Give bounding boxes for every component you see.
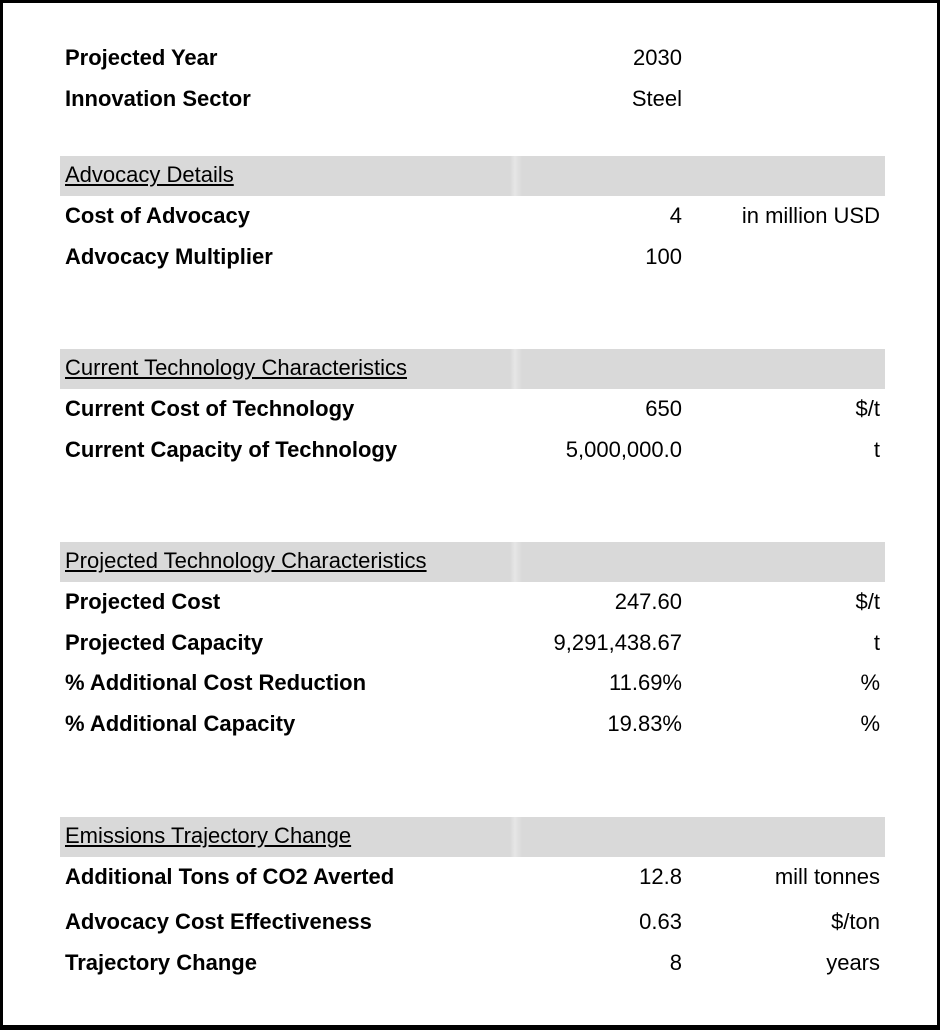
current-capacity-unit: t (873, 437, 880, 462)
row-projected-cost (60, 582, 885, 622)
row-additional-capacity (60, 704, 885, 744)
current-capacity-value[interactable]: 5,000,000.0 (565, 437, 682, 462)
projected-capacity-unit: t (873, 630, 880, 655)
tons-co2-averted-value[interactable]: 12.8 (639, 864, 682, 889)
section-emissions-trajectory (60, 817, 885, 857)
section-divider (510, 542, 522, 582)
tons-co2-averted-label: Additional Tons of CO2 Averted (65, 864, 395, 889)
current-capacity-label: Current Capacity of Technology (65, 437, 398, 462)
section-current-technology (60, 349, 885, 389)
section-divider (510, 156, 522, 196)
row-projected-year (60, 38, 885, 78)
projected-year-value[interactable]: 2030 (633, 45, 682, 70)
innovation-sector-label: Innovation Sector (65, 86, 251, 111)
projected-technology-title: Projected Technology Characteristics (65, 548, 427, 573)
current-cost-label: Current Cost of Technology (65, 396, 355, 421)
trajectory-change-value[interactable]: 8 (669, 950, 682, 975)
advocacy-multiplier-value[interactable]: 100 (645, 244, 682, 269)
advocacy-cost-effectiveness-label: Advocacy Cost Effectiveness (65, 909, 372, 934)
section-divider (510, 817, 522, 857)
row-additional-cost-reduction (60, 663, 885, 703)
current-cost-value[interactable]: 650 (645, 396, 682, 421)
emissions-trajectory-title: Emissions Trajectory Change (65, 823, 352, 848)
section-divider (510, 349, 522, 389)
projected-cost-label: Projected Cost (65, 589, 221, 614)
current-cost-unit: $/t (855, 396, 880, 421)
section-advocacy-details (60, 156, 885, 196)
projected-year-label: Projected Year (65, 45, 218, 70)
current-technology-title: Current Technology Characteristics (65, 355, 407, 380)
advocacy-cost-effectiveness-value[interactable]: 0.63 (639, 909, 682, 934)
additional-capacity-unit: % (860, 711, 880, 736)
row-advocacy-cost-effectiveness (60, 902, 885, 942)
row-trajectory-change (60, 943, 885, 983)
row-current-cost (60, 389, 885, 429)
advocacy-details-title: Advocacy Details (65, 162, 234, 187)
trajectory-change-unit: years (826, 950, 880, 975)
projected-capacity-label: Projected Capacity (65, 630, 264, 655)
trajectory-change-label: Trajectory Change (65, 950, 257, 975)
projected-cost-unit: $/t (855, 589, 880, 614)
projected-cost-value[interactable]: 247.60 (614, 589, 682, 614)
additional-capacity-value[interactable]: 19.83% (607, 711, 682, 736)
row-tons-co2-averted (60, 857, 885, 897)
additional-cost-reduction-value[interactable]: 11.69% (609, 670, 682, 695)
projected-capacity-value[interactable]: 9,291,438.67 (553, 630, 682, 655)
row-innovation-sector (60, 79, 885, 119)
cost-of-advocacy-label: Cost of Advocacy (65, 203, 251, 228)
advocacy-cost-effectiveness-unit: $/ton (831, 909, 880, 934)
additional-cost-reduction-unit: % (860, 670, 880, 695)
row-current-capacity (60, 430, 885, 470)
additional-capacity-label: % Additional Capacity (65, 711, 296, 736)
additional-cost-reduction-label: % Additional Cost Reduction (65, 670, 367, 695)
row-projected-capacity (60, 623, 885, 663)
row-cost-of-advocacy (60, 196, 885, 236)
innovation-sector-value[interactable]: Steel (631, 86, 682, 111)
cost-of-advocacy-unit: in million USD (741, 203, 880, 228)
section-projected-technology (60, 542, 885, 582)
row-advocacy-multiplier (60, 237, 885, 277)
tons-co2-averted-unit: mill tonnes (774, 864, 880, 889)
advocacy-multiplier-label: Advocacy Multiplier (65, 244, 273, 269)
cost-of-advocacy-value[interactable]: 4 (669, 203, 682, 228)
